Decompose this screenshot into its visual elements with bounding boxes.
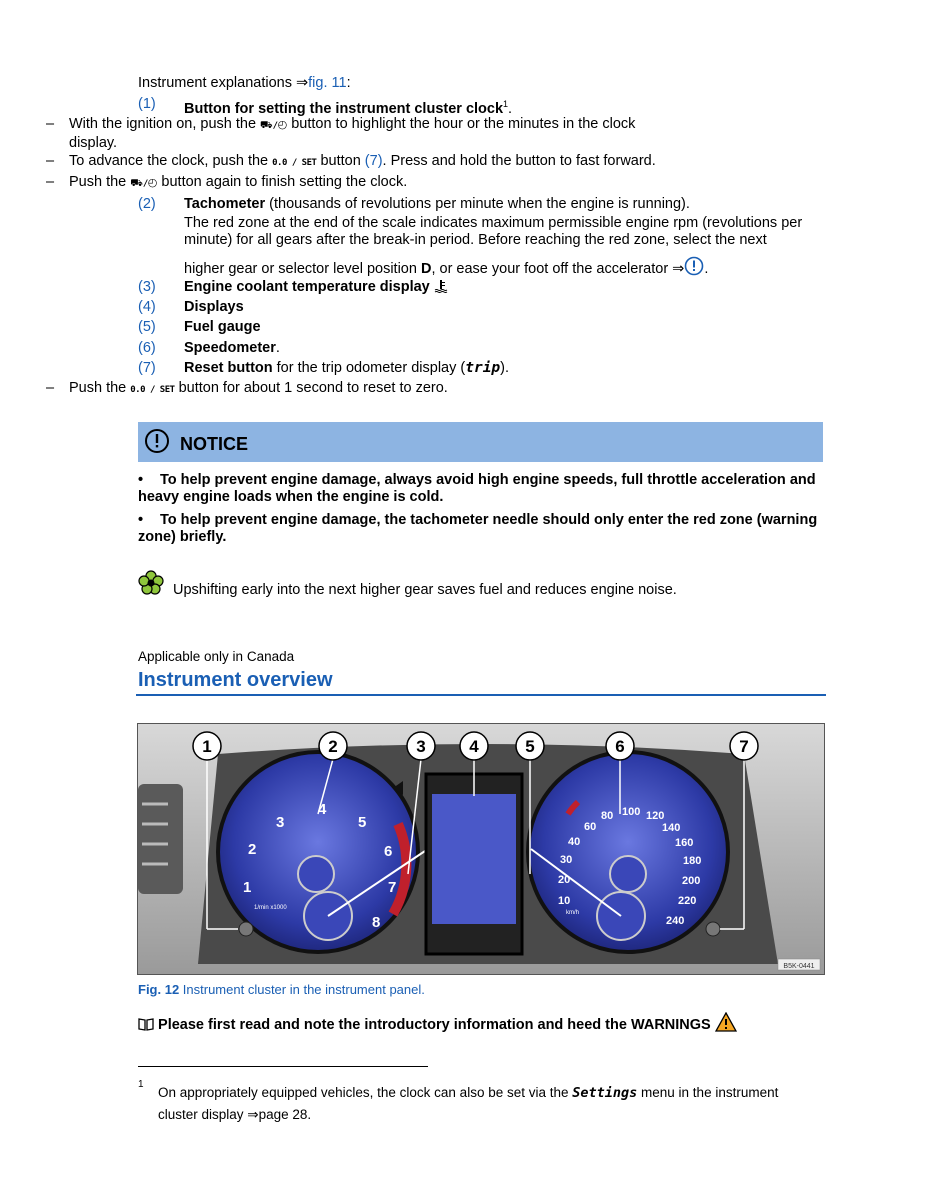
dash: – [46,174,55,190]
item-title: Tachometer [184,196,266,212]
clock-icon: ◴ [277,119,288,131]
warning-circle-icon [144,428,170,454]
tach-tick: 4 [318,801,327,818]
item-number: (3) [138,279,156,295]
speed-tick: 240 [666,915,685,927]
bullet-text: button for about 1 second to reset to zero. [174,380,448,396]
read-note [138,1012,737,1033]
applicability-note: Applicable only in Canada [138,649,295,664]
notice-banner [138,422,823,462]
bullet-text: display. [69,135,118,151]
dash: – [46,153,55,169]
speed-tick: 140 [662,822,681,834]
para-text: higher gear or selector level position [184,261,421,277]
item-title: Engine coolant temperature display [184,279,430,295]
section-rule [136,694,826,696]
item-end: . [508,100,513,117]
callout-label: 4 [469,737,479,756]
multifunction-display [432,794,516,924]
speed-tick: 100 [622,806,641,818]
dash: – [46,380,55,396]
speed-tick: 120 [646,810,665,822]
intro-colon: : [346,75,351,91]
callout-label: 5 [525,737,535,756]
notice-text: To help prevent engine damage, the tachometer needle should only enter the red zone (warning zone) briefly. [138,512,818,545]
callout-label: 2 [328,737,338,756]
tach-tick: 1 [243,879,252,896]
trip-label: trip [465,360,501,376]
notice-item-1 [138,472,828,506]
callout-label: 1 [202,737,212,756]
item-number: (7) [138,360,156,376]
car-icon: ⛟ [130,178,143,189]
book-icon [138,1017,154,1031]
item-title: Speedometer [184,340,276,356]
air-vent [138,784,183,894]
bullet-text: Push the [69,174,131,190]
dash: – [46,116,55,132]
notice-title: NOTICE [180,434,249,454]
clock-set-button [239,922,253,936]
bullet-text: . Press and hold the button to fast forward. [382,153,656,169]
item-number: (1) [138,96,156,112]
speed-tick: 20 [558,874,571,886]
tach-tick: 3 [276,814,285,831]
tach-tick: 6 [384,843,393,860]
callout-label: 7 [739,737,749,756]
footnote-text [158,1082,828,1126]
caption-text: Instrument cluster in the instrument panel. [179,982,425,997]
item-title: Button for setting the instrument cluster clock [184,100,504,117]
footnote-part: On appropriately equipped vehicles, the clock can also be set via the [158,1085,573,1100]
item-desc: (thousands of revolutions per minute when the engine is running). [265,196,690,212]
car-icon: ⛟ [260,120,273,131]
callout-label: 3 [416,737,426,756]
item-7-link[interactable]: (7) [364,153,383,169]
item-end: ). [500,360,510,376]
tach-tick: 5 [358,814,367,831]
section-title: Instrument overview [138,669,333,691]
figure-caption [138,982,425,997]
tip-text: Upshifting early into the next higher gear saves fuel and reduces engine noise. [173,582,677,598]
settings-menu-label: Settings [572,1085,638,1101]
item-2-paragraph: The red zone at the end of the scale indicates maximum permissible engine rpm (revolutions per minute) for all gears after the break-in period. Before reaching the red zone, select the next [184,215,803,248]
speed-tick: 80 [601,810,614,822]
caption-label: Fig. 12 [138,982,180,997]
button-slash: / [272,121,278,131]
tach-unit-label: 1/min x1000 [254,905,287,911]
set-button-label: 0.0 / SET [272,158,317,168]
item-number: (5) [138,319,156,335]
speed-tick: 220 [678,895,697,907]
notice-text: To help prevent engine damage, always avoid high engine speeds, full throttle acceleration and heavy engine loads when the engine is cold. [138,472,816,505]
speed-tick: 180 [683,855,702,867]
fig-11-link[interactable]: fig. 11 [308,75,347,91]
item-title: Displays [184,299,244,315]
speed-unit-label: km/h [566,910,580,916]
set-button-label: 0.0 / SET [130,385,175,395]
para-text: , or ease your foot off the accelerator ⇒ [431,261,685,277]
footnote-ref[interactable]: 1 [503,99,509,109]
bullet-text: To advance the clock, push the [69,153,273,169]
clock-icon: ◴ [147,177,158,189]
item-number: (6) [138,340,156,356]
speed-tick: 200 [682,875,701,887]
button-slash: / [142,179,148,189]
warning-circle-icon[interactable] [684,256,704,276]
bullet-dot: • [138,512,144,528]
tach-tick: 2 [248,841,257,858]
read-note-text: Please first read and note the introductory information and heed the WARNINGS [158,1017,711,1033]
item-title: Fuel gauge [184,319,261,335]
notice-item-2 [138,512,828,546]
speed-tick: 30 [560,854,573,866]
bullet-text: button again to finish setting the clock. [157,174,408,190]
item-title: Reset button [184,360,273,376]
warning-triangle-icon[interactable] [715,1012,737,1032]
bullet-text: Push the [69,380,131,396]
bullet-text: With the ignition on, push the [69,116,261,132]
tach-tick: 7 [388,879,397,896]
speed-tick: 160 [675,837,694,849]
bullet-dot: • [138,472,144,488]
item-end: . [275,340,280,356]
item-number: (4) [138,299,156,315]
instrument-cluster-illustration [138,724,824,974]
flower-eco-icon [138,570,164,596]
footnote-rule [138,1066,428,1067]
speed-tick: 10 [558,895,571,907]
intro-line [138,75,351,91]
footnote-part: cluster display ⇒page 28. [158,1107,312,1122]
gear-d: D [420,261,432,277]
item-desc: for the trip odometer display ( [272,360,466,376]
item-number: (2) [138,196,156,212]
tach-tick: 8 [372,914,381,931]
speed-tick: 40 [568,836,581,848]
figure-code: B5K-0441 [783,963,815,970]
trip-reset-button [706,922,720,936]
intro-text: Instrument explanations ⇒ [138,75,309,91]
callout-label: 6 [615,737,625,756]
footnote-part: menu in the instrument [637,1085,779,1100]
bullet-text: button [316,153,365,169]
speed-tick: 60 [584,821,597,833]
coolant-temperature-icon [434,279,448,293]
footnote-mark: 1 [138,1079,144,1090]
item-2-paragraph-end [184,256,824,277]
bullet-text: button to highlight the hour or the minutes in the clock [287,116,636,132]
instrument-cluster-figure [137,723,825,975]
para-end: . [704,261,709,277]
